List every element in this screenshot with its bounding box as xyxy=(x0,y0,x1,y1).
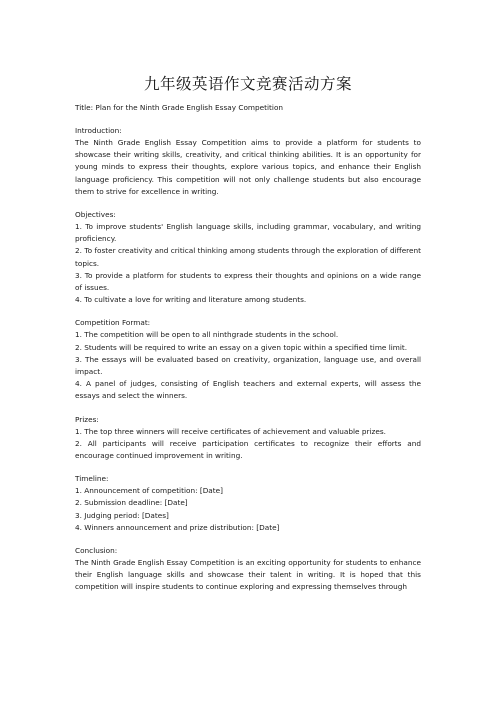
objective-item: 3. To provide a platform for students to express their thoughts and opinions on a wide range of issues. xyxy=(75,270,421,293)
introduction-section xyxy=(75,125,421,198)
timeline-item: 3. Judging period: [Dates] xyxy=(75,510,169,520)
prize-item: 2. All participants will receive participation certificates to recognize their efforts and encourage continued improvement in writing. xyxy=(75,438,421,461)
timeline-section xyxy=(75,473,421,534)
objective-item: 1. To improve students' English language skills, including grammar, vocabulary, and writing proficiency. xyxy=(75,222,421,244)
format-item: 2. Students will be required to write an essay on a given topic within a specified time limit. xyxy=(75,342,408,352)
format-heading: Competition Format: xyxy=(75,318,151,328)
timeline-item: 2. Submission deadline: [Date] xyxy=(75,498,188,508)
document-title: 九年级英语作文竞赛活动方案 xyxy=(143,75,352,93)
conclusion-heading: Conclusion: xyxy=(75,546,118,556)
introduction-text: The Ninth Grade English Essay Competition aims to provide a platform for students to showcase their writing skills, creativity, and critical thinking abilities. It is an opportunity for young minds to express their thoughts, explore various topics, and enhance their English language proficiency. This competition will not only challenge students but also encourage them to strive for excellence in writing. xyxy=(75,138,421,196)
format-item: 3. The essays will be evaluated based on creativity, organization, language use, and overall impact. xyxy=(75,354,421,377)
timeline-item: 4. Winners announcement and prize distribution: [Date] xyxy=(75,522,280,532)
timeline-item: 1. Announcement of competition: [Date] xyxy=(75,486,223,496)
prize-item: 1. The top three winners will receive certificates of achievement and valuable prizes. xyxy=(75,426,386,436)
format-section xyxy=(75,317,421,402)
conclusion-text: The Ninth Grade English Essay Competition is an exciting opportunity for students to enhance their English language skills and showcase their talent in writing. It is hoped that this competition will inspire students to continue exploring and expressing themselves through xyxy=(75,558,421,592)
introduction-heading: Introduction: xyxy=(75,126,122,135)
timeline-heading: Timeline: xyxy=(75,474,109,484)
objectives-heading: Objectives: xyxy=(75,210,116,220)
document-subtitle: Title: Plan for the Ninth Grade English Essay Competition xyxy=(75,103,284,112)
format-item: 4. A panel of judges, consisting of English teachers and external experts, will assess the essays and select the winners. xyxy=(75,379,421,401)
objectives-section xyxy=(75,209,421,306)
format-item: 1. The competition will be open to all ninthgrade students in the school. xyxy=(75,330,339,340)
prizes-heading: Prizes: xyxy=(75,414,99,424)
document-page xyxy=(75,0,421,594)
objective-item: 2. To foster creativity and critical thinking among students through the exploration of different topics. xyxy=(75,246,421,268)
prizes-section xyxy=(75,414,421,463)
objective-item: 4. To cultivate a love for writing and literature among students. xyxy=(75,295,307,305)
conclusion-section xyxy=(75,545,421,594)
